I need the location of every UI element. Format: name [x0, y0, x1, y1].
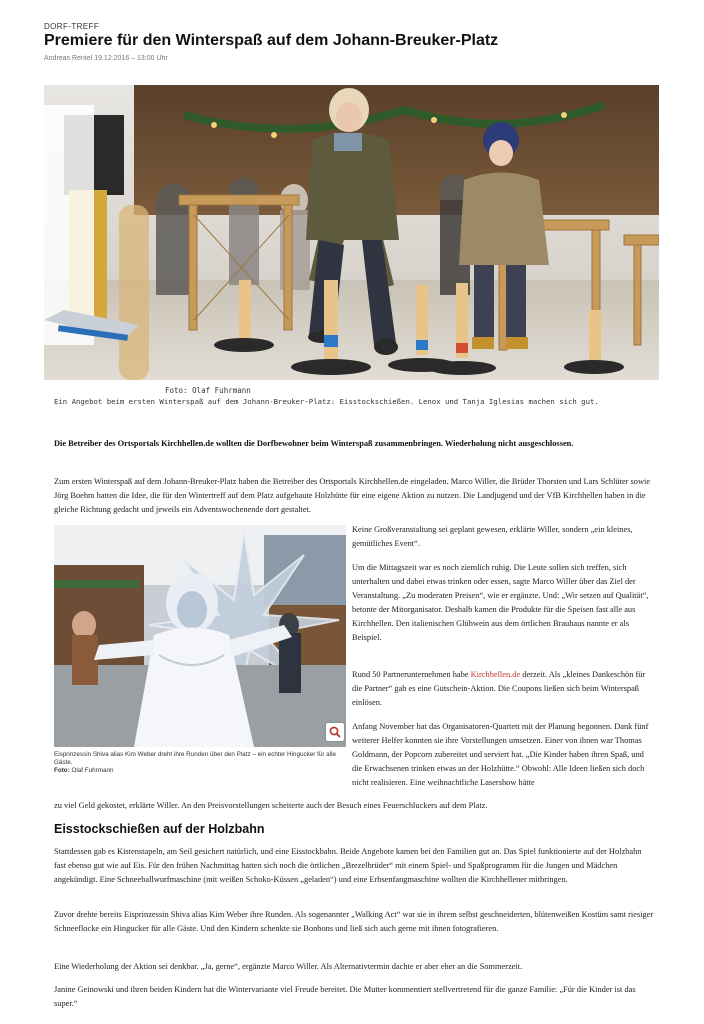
ice-princess-photo-credit: Foto: Olaf Fuhrmann — [54, 767, 114, 774]
paragraph-8: Eine Wiederholung der Aktion sei denkbar. „Ja, gerne“, ergänzte Marco Willer. Als Alternativtermin dachte er aber eher an die Sommerzeit. — [54, 962, 523, 971]
article-kicker: DORF-TREFF — [44, 22, 100, 31]
article-lead: Die Betreiber des Ortsportals Kirchhellen.de wollten die Dorfbewohner beim Winterspaß zusammenbringen. Wiederholung nicht ausgeschlossen. — [54, 439, 574, 448]
paragraph-9: Janine Geinowski und ihren beiden Kindern hat die Wintervariante viel Freude bereitet. Die Mutter kommentiert stellvertretend für die ganze Familie: „Für die Kinder ist das super.“ — [54, 985, 636, 1008]
article-byline: Andreas Rentel 19.12.2016 – 13:00 Uhr — [44, 55, 168, 62]
paragraph-3: Um die Mittagszeit war es noch ziemlich ruhig. Die Leute sollen sich treffen, sich unterhalten und dabei etwas trinken oder essen, sagte Marco Willer über das Ziel der Veranstaltung. „Zu moderaten Preisen“, wie er ergänzte. Und: „Wir setzen auf Qualität“, betonte der Mitorganisator. Deshalb kamen die Produkte für die Speisen fast alle aus Kirchhellen. Den italienischen Glühwein aus dem örtlichen Brauhaus nannte er als Beispiel. — [352, 563, 649, 642]
magnifier-icon — [329, 726, 341, 738]
ice-princess-photo[interactable] — [54, 525, 346, 747]
hero-photo-credit: Foto: Olaf Fuhrmann — [165, 386, 251, 395]
paragraph-1: Zum ersten Winterspaß auf dem Johann-Breuker-Platz haben die Betreiber des Ortsportals Kirchhellen.de eingeladen. Marco Willer, die Brüder Thorsten und Lars Schlüter sowie Jörg Boehm hatten die Idee, die für den Wintertreff auf dem Platz aufgebaute Holzhütte für eine eigene Aktion zu nutzen. Die Landjugend und der VfB Kirchhellen haben in die gleiche Richtung gedacht und jeweils ein Adventswochenende dort gestaltet. — [54, 477, 651, 514]
paragraph-2: Keine Großveranstaltung sei geplant gewesen, erklärte Willer, sondern „ein kleines, gemütliches Event“. — [352, 525, 633, 548]
paragraph-5: Anfang November hat das Organisatoren-Quartett mit der Planung begonnen. Dank fünf weiterer Helfer konnten sie ihre Vorstellungen umsetzen. Einer von ihnen war Thomas Goldmann, der Popcorn zubereitet und serviert hat. „Die Kinder haben ihren Spaß, und die Erwachsenen trinken etwas an der Holzhütte.“ Obwohl: Alle Ideen ließen sich doch nicht realisieren. Eine weihnachtliche Lasershow hätte — [352, 722, 649, 787]
article-headline: Premiere für den Winterspaß auf dem Johann-Breuker-Platz — [44, 32, 499, 49]
zoom-button[interactable] — [326, 723, 344, 741]
paragraph-7: Zuvor drehte bereits Eisprinzessin Shiva alias Kim Weber ihre Runden. Als sogenannter „Walking Act“ war sie in ihrem selbst geschneiderten, blütenweißen Kostüm samt riesiger Schneeflocke ein Hingucker für alle Gäste. Und den Kindern schenkte sie Bonbons und ließ sich auch gerne mit ihnen fotografieren. — [54, 910, 654, 933]
paragraph-5-end: zu viel Geld gekostet, erklärte Willer. An den Preisvorstellungen scheiterte auch der Besuch eines Feuerschluckers auf dem Platz. — [54, 801, 488, 810]
paragraph-4: Rund 50 Partnerunternehmen habe Kirchhellen.de derzeit. Als „kleines Dankeschön für die Partner“ gab es eine Gutschein-Aktion. Die Coupons ließen sich beim Winterspaß einlösen. — [352, 670, 646, 707]
hero-photo — [44, 85, 659, 380]
hero-photo-caption: Ein Angebot beim ersten Winterspaß auf dem Johann-Breuker-Platz: Eisstockschießen. Lenox und Tanja Iglesias machen sich gut. — [54, 397, 599, 406]
section-subheading: Eisstockschießen auf der Holzbahn — [54, 822, 265, 836]
kirchhellen-link[interactable]: Kirchhellen.de — [470, 670, 521, 679]
ice-princess-photo-caption: Eisprinzessin Shiva alias Kim Weber dreht ihre Runden über den Platz – ein echter Hingucker für alle Gäste. — [54, 751, 336, 766]
paragraph-6: Stattdessen gab es Kistenstapeln, am Seil gesichert natürlich, und eine Eisstockbahn. Beide Angebote kamen bei den Familien gut an. Das Spiel funktionierte auf der Holzbahn fast ebenso gut wie auf Eis. Für den frühen Nachmittag hatten sich noch die örtlichen „Brezelbrüder“ mit einem Spiel- und Spaßprogramm für die Jungen und Mädchen angekündigt. Eine Schneeballwurfmaschine (mit weißen Schoko-Küssen „geladen“) und eine Erbsenfangmaschine wollten die Kirchhellener mitbringen. — [54, 847, 642, 884]
